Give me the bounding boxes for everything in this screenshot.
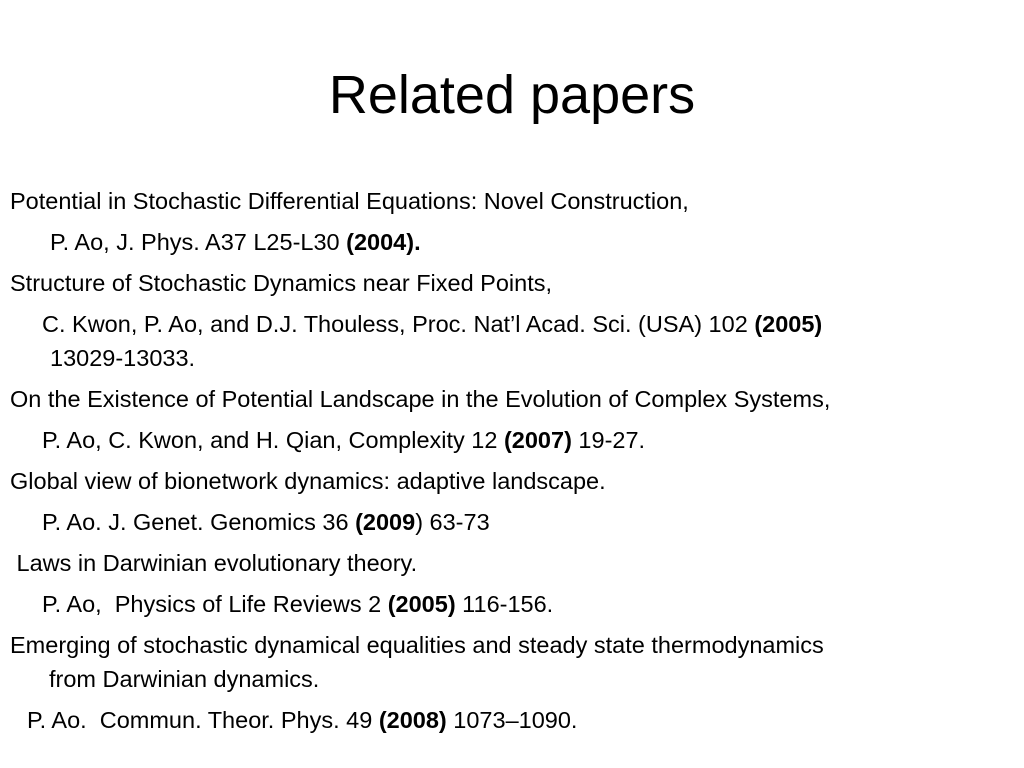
citation-text: C. Kwon, P. Ao, and D.J. Thouless, Proc. Nat’l Acad. Sci. (USA) 102	[42, 311, 755, 337]
citation-pages: 19-27.	[571, 427, 646, 453]
citation-text: P. Ao, J. Phys. A37 L25-L30	[50, 229, 347, 255]
citation-pages: 116-156.	[455, 591, 554, 617]
citation-year: (2008)	[378, 707, 447, 733]
citation-text: P. Ao, C. Kwon, and H. Qian, Complexity 12	[42, 427, 504, 453]
citation-pages: 1073–1090.	[446, 707, 578, 733]
citation-year: (2005)	[387, 591, 456, 617]
reference-citation	[42, 505, 490, 539]
reference-citation-continued: 13029-13033.	[50, 345, 196, 371]
citation-year: (2009	[355, 509, 416, 535]
citation-year: (2004).	[346, 229, 421, 255]
citation-text: P. Ao, Physics of Life Reviews 2	[42, 591, 388, 617]
citation-pages: ) 63-73	[415, 509, 490, 535]
reference-title: Potential in Stochastic Differential Equations: Novel Construction,	[10, 188, 689, 214]
reference-title: Emerging of stochastic dynamical equalities and steady state thermodynamics	[10, 632, 824, 658]
reference-citation	[50, 225, 421, 259]
reference-title: On the Existence of Potential Landscape in the Evolution of Complex Systems,	[10, 386, 831, 412]
citation-year: (2005)	[754, 311, 823, 337]
reference-title: Structure of Stochastic Dynamics near Fixed Points,	[10, 270, 553, 296]
citation-year: (2007)	[503, 427, 572, 453]
citation-text: P. Ao. J. Genet. Genomics 36	[42, 509, 356, 535]
reference-citation	[27, 703, 577, 737]
reference-citation	[42, 587, 553, 621]
citation-text: P. Ao. Commun. Theor. Phys. 49	[27, 707, 379, 733]
reference-citation	[42, 423, 645, 457]
reference-title-continued: from Darwinian dynamics.	[49, 666, 320, 692]
reference-citation	[42, 307, 1006, 341]
reference-title: Laws in Darwinian evolutionary theory.	[10, 550, 418, 576]
page-title: Related papers	[328, 65, 696, 125]
reference-title: Global view of bionetwork dynamics: adaptive landscape.	[10, 468, 606, 494]
